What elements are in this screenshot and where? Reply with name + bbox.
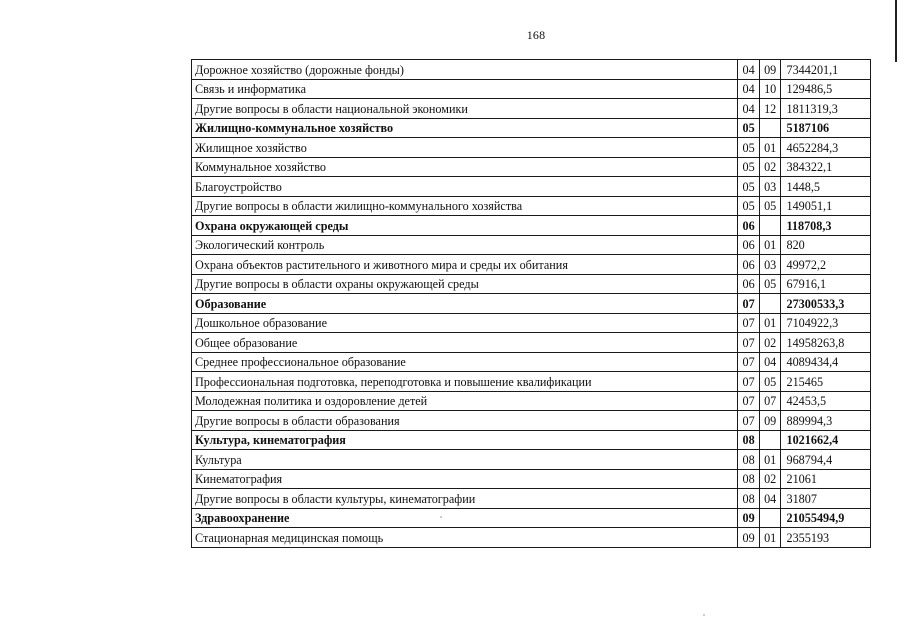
subsection-code-cell [759, 294, 781, 314]
subsection-code-cell: 05 [759, 372, 781, 392]
table-row [192, 235, 871, 255]
table-row [192, 274, 871, 294]
section-code-cell: 08 [738, 489, 760, 509]
section-code-cell: 07 [738, 333, 760, 353]
subsection-code-cell: 02 [759, 333, 781, 353]
section-total-row [192, 430, 871, 450]
amount-cell: 21061 [781, 469, 871, 489]
amount-cell: 215465 [781, 372, 871, 392]
table-row [192, 372, 871, 392]
section-code-cell: 07 [738, 294, 760, 314]
subsection-code-cell: 07 [759, 391, 781, 411]
row-name-cell: Жилищно-коммунальное хозяйство [192, 118, 738, 138]
section-code-cell: 07 [738, 313, 760, 333]
row-name-cell: Другие вопросы в области жилищно-коммунального хозяйства [192, 196, 738, 216]
table-row [192, 157, 871, 177]
amount-cell: 889994,3 [781, 411, 871, 431]
row-name-cell: Дошкольное образование [192, 313, 738, 333]
table-row [192, 60, 871, 80]
row-name-cell: Охрана объектов растительного и животного мира и среды их обитания [192, 255, 738, 275]
table-row [192, 333, 871, 353]
subsection-code-cell: 05 [759, 274, 781, 294]
section-code-cell: 07 [738, 352, 760, 372]
amount-cell: 14958263,8 [781, 333, 871, 353]
subsection-code-cell [759, 118, 781, 138]
section-code-cell: 08 [738, 430, 760, 450]
section-code-cell: 07 [738, 411, 760, 431]
section-code-cell: 05 [738, 157, 760, 177]
subsection-code-cell: 09 [759, 411, 781, 431]
amount-cell: 2355193 [781, 528, 871, 548]
row-name-cell: Среднее профессиональное образование [192, 352, 738, 372]
section-code-cell: 06 [738, 274, 760, 294]
section-code-cell: 06 [738, 216, 760, 236]
section-code-cell: 05 [738, 138, 760, 158]
amount-cell: 31807 [781, 489, 871, 509]
amount-cell: 7344201,1 [781, 60, 871, 80]
row-name-cell: Профессиональная подготовка, переподготовка и повышение квалификации [192, 372, 738, 392]
section-code-cell: 07 [738, 391, 760, 411]
table-row [192, 177, 871, 197]
subsection-code-cell: 01 [759, 235, 781, 255]
table-row [192, 489, 871, 509]
amount-cell: 49972,2 [781, 255, 871, 275]
budget-table [191, 59, 871, 548]
subsection-code-cell: 05 [759, 196, 781, 216]
subsection-code-cell [759, 508, 781, 528]
section-code-cell: 05 [738, 177, 760, 197]
subsection-code-cell: 12 [759, 99, 781, 119]
section-code-cell: 08 [738, 450, 760, 470]
subsection-code-cell: 03 [759, 255, 781, 275]
row-name-cell: Дорожное хозяйство (дорожные фонды) [192, 60, 738, 80]
row-name-cell: Культура [192, 450, 738, 470]
table-row [192, 528, 871, 548]
amount-cell: 1448,5 [781, 177, 871, 197]
amount-cell: 129486,5 [781, 79, 871, 99]
section-code-cell: 07 [738, 372, 760, 392]
section-code-cell: 05 [738, 118, 760, 138]
section-code-cell: 04 [738, 60, 760, 80]
row-name-cell: Другие вопросы в области культуры, кинематографии [192, 489, 738, 509]
section-code-cell: 09 [738, 528, 760, 548]
amount-cell: 21055494,9 [781, 508, 871, 528]
scan-margin-line [895, 0, 897, 62]
subsection-code-cell: 10 [759, 79, 781, 99]
amount-cell: 4089434,4 [781, 352, 871, 372]
section-code-cell: 05 [738, 196, 760, 216]
amount-cell: 149051,1 [781, 196, 871, 216]
subsection-code-cell: 01 [759, 450, 781, 470]
subsection-code-cell: 09 [759, 60, 781, 80]
subsection-code-cell: 04 [759, 489, 781, 509]
subsection-code-cell: 03 [759, 177, 781, 197]
row-name-cell: Другие вопросы в области образования [192, 411, 738, 431]
table-row [192, 196, 871, 216]
subsection-code-cell: 02 [759, 157, 781, 177]
amount-cell: 42453,5 [781, 391, 871, 411]
table-row [192, 391, 871, 411]
section-code-cell: 09 [738, 508, 760, 528]
subsection-code-cell: 01 [759, 313, 781, 333]
row-name-cell: Экологический контроль [192, 235, 738, 255]
row-name-cell: Благоустройство [192, 177, 738, 197]
row-name-cell: Коммунальное хозяйство [192, 157, 738, 177]
table-row [192, 450, 871, 470]
row-name-cell: Другие вопросы в области охраны окружающей среды [192, 274, 738, 294]
subsection-code-cell: 01 [759, 528, 781, 548]
row-name-cell: Здравоохранение [192, 508, 738, 528]
subsection-code-cell: 04 [759, 352, 781, 372]
subsection-code-cell: 01 [759, 138, 781, 158]
row-name-cell: Образование [192, 294, 738, 314]
section-code-cell: 04 [738, 99, 760, 119]
row-name-cell: Связь и информатика [192, 79, 738, 99]
section-code-cell: 06 [738, 235, 760, 255]
amount-cell: 67916,1 [781, 274, 871, 294]
section-code-cell: 08 [738, 469, 760, 489]
amount-cell: 820 [781, 235, 871, 255]
amount-cell: 1021662,4 [781, 430, 871, 450]
row-name-cell: Другие вопросы в области национальной экономики [192, 99, 738, 119]
amount-cell: 4652284,3 [781, 138, 871, 158]
section-code-cell: 04 [738, 79, 760, 99]
table-row [192, 99, 871, 119]
amount-cell: 1811319,3 [781, 99, 871, 119]
amount-cell: 968794,4 [781, 450, 871, 470]
amount-cell: 5187106 [781, 118, 871, 138]
table-row [192, 255, 871, 275]
amount-cell: 27300533,3 [781, 294, 871, 314]
section-total-row [192, 118, 871, 138]
table-row [192, 79, 871, 99]
section-total-row [192, 294, 871, 314]
section-code-cell: 06 [738, 255, 760, 275]
amount-cell: 118708,3 [781, 216, 871, 236]
page-number: 168 [526, 28, 546, 42]
row-name-cell: Кинематография [192, 469, 738, 489]
table-row [192, 469, 871, 489]
section-total-row [192, 216, 871, 236]
subsection-code-cell [759, 430, 781, 450]
amount-cell: 384322,1 [781, 157, 871, 177]
row-name-cell: Стационарная медицинская помощь [192, 528, 738, 548]
amount-cell: 7104922,3 [781, 313, 871, 333]
row-name-cell: Жилищное хозяйство [192, 138, 738, 158]
row-name-cell: Общее образование [192, 333, 738, 353]
section-total-row [192, 508, 871, 528]
row-name-cell: Молодежная политика и оздоровление детей [192, 391, 738, 411]
table-row [192, 313, 871, 333]
table-row [192, 352, 871, 372]
table-row [192, 138, 871, 158]
row-name-cell: Культура, кинематография [192, 430, 738, 450]
scan-speck [703, 614, 705, 616]
budget-table-body [192, 60, 871, 548]
row-name-cell: Охрана окружающей среды [192, 216, 738, 236]
subsection-code-cell [759, 216, 781, 236]
table-row [192, 411, 871, 431]
subsection-code-cell: 02 [759, 469, 781, 489]
